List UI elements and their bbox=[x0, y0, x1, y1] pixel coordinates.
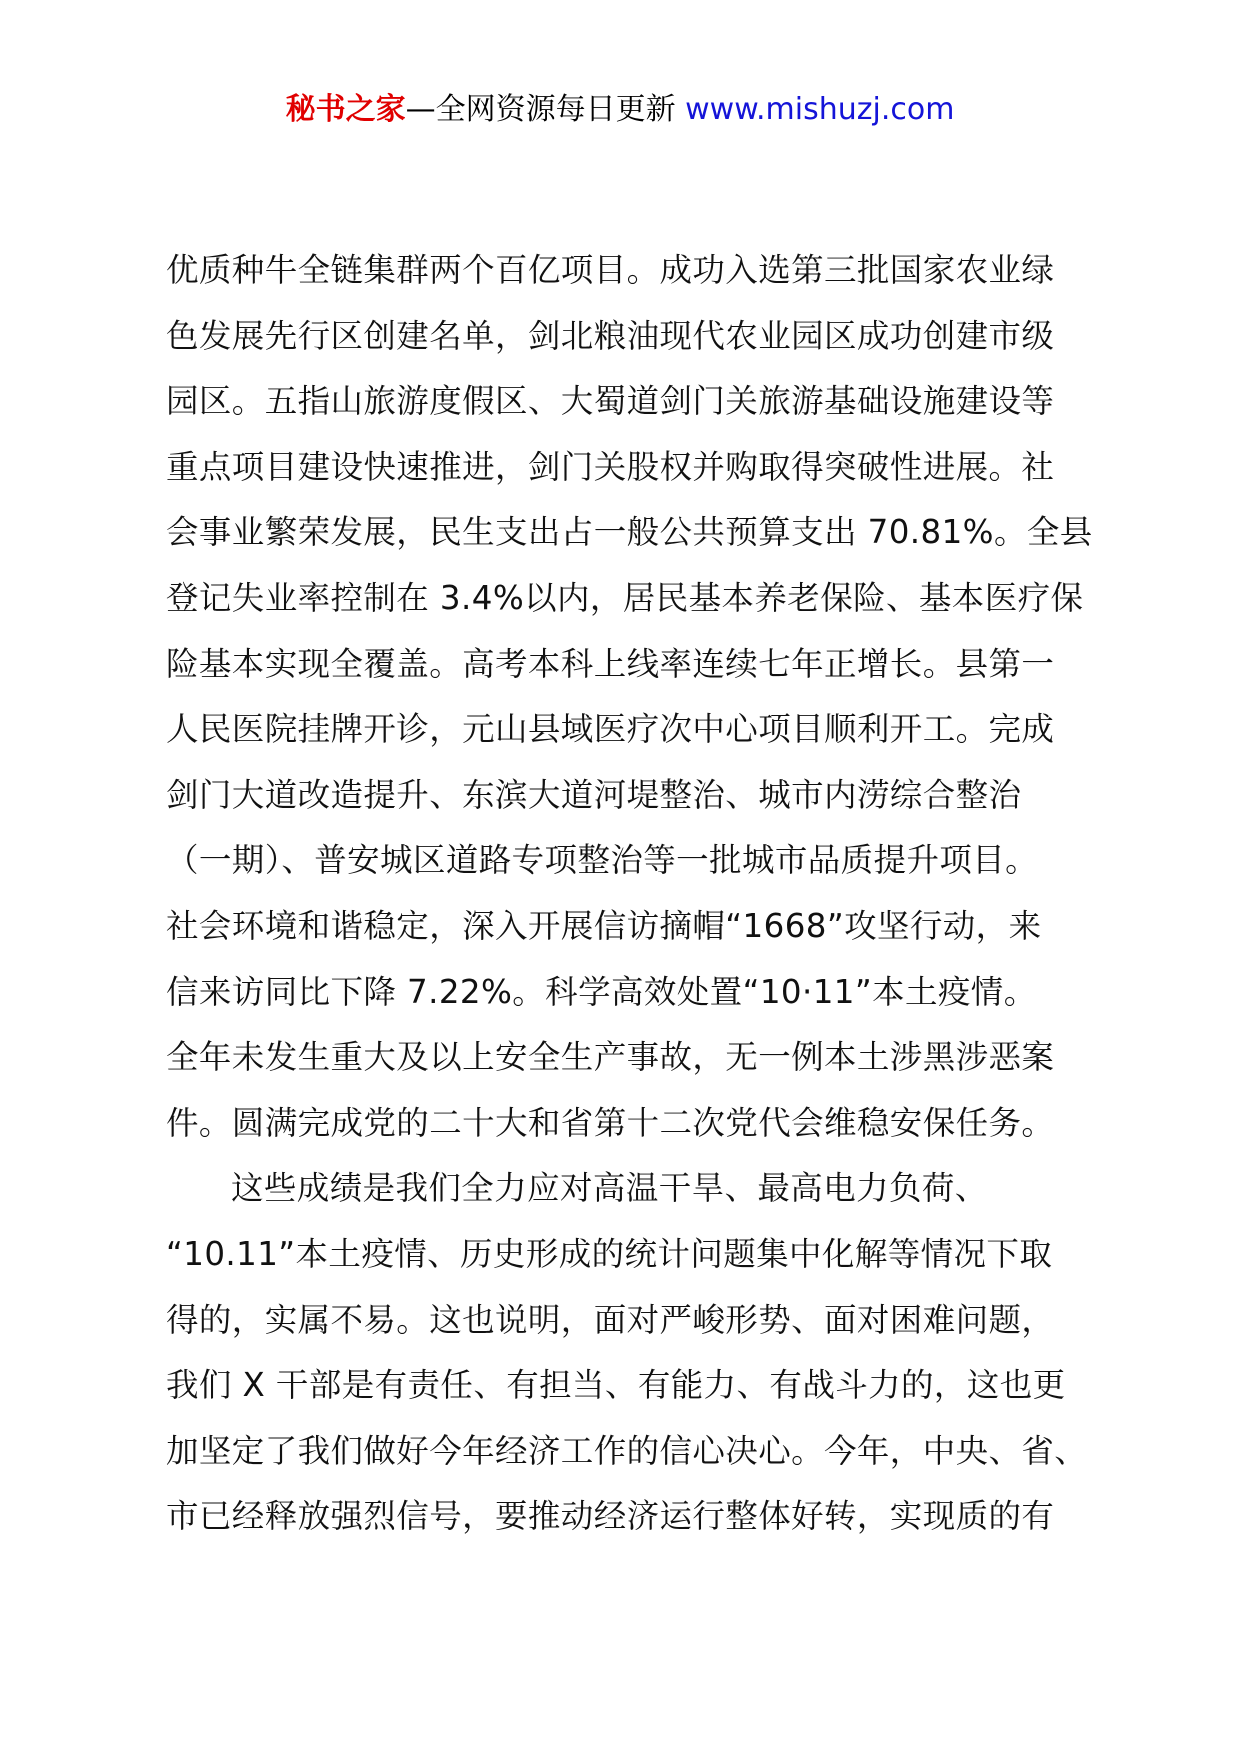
text-line: 市已经释放强烈信号，要推动经济运行整体好转，实现质的有 bbox=[166, 1497, 1055, 1536]
text-line: 得的，实属不易。这也说明，面对严峻形势、面对困难问题， bbox=[166, 1300, 1055, 1339]
text-line: 色发展先行区创建名单，剑北粮油现代农业园区成功创建市级 bbox=[166, 316, 1055, 355]
text-line: “10.11”本土疫情、历史形成的统计问题集中化解等情况下取 bbox=[166, 1234, 1053, 1273]
text-line: 优质种牛全链集群两个百亿项目。成功入选第三批国家农业绿 bbox=[166, 251, 1055, 289]
text-line: 剑门大道改造提升、东滨大道河堤整治、城市内涝综合整治 bbox=[166, 775, 1022, 814]
site-brand: 秘书之家 bbox=[285, 92, 406, 127]
text-line: 登记失业率控制在 3.4%以内，居民基本养老保险、基本医疗保 bbox=[166, 578, 1084, 617]
text-line: 重点项目建设快速推进，剑门关股权并购取得突破性进展。社 bbox=[166, 447, 1055, 486]
text-line: 险基本实现全覆盖。高考本科上线率连续七年正增长。县第一 bbox=[166, 644, 1055, 683]
site-url-link[interactable]: www.mishuzj.com bbox=[685, 92, 955, 127]
text-line: 加坚定了我们做好今年经济工作的信心决心。今年，中央、省、 bbox=[166, 1431, 1088, 1470]
text-line: 全年未发生重大及以上安全生产事故，无一例本土涉黑涉恶案 bbox=[166, 1038, 1055, 1077]
document-body bbox=[166, 238, 1096, 1550]
text-line: 社会环境和谐稳定，深入开展信访摘帽“1668”攻坚行动，来 bbox=[166, 906, 1042, 945]
text-line: 信来访同比下降 7.22%。科学高效处置“10·11”本土疫情。 bbox=[166, 972, 1037, 1011]
site-tagline: —全网资源每日更新 bbox=[405, 92, 686, 127]
text-line: 会事业繁荣发展，民生支出占一般公共预算支出 70.81%。全县 bbox=[166, 513, 1093, 552]
text-line: 人民医院挂牌开诊，元山县域医疗次中心项目顺利开工。完成 bbox=[166, 710, 1055, 749]
site-header bbox=[0, 88, 1240, 132]
paragraph-start-line: 这些成绩是我们全力应对高温干旱、最高电力负荷、 bbox=[231, 1169, 988, 1208]
text-line: （一期）、普安城区道路专项整治等一批城市品质提升项目。 bbox=[166, 841, 1039, 880]
text-line: 园区。五指山旅游度假区、大蜀道剑门关旅游基础设施建设等 bbox=[166, 382, 1055, 421]
text-line: 件。圆满完成党的二十大和省第十二次党代会维稳安保任务。 bbox=[166, 1103, 1055, 1142]
text-line: 我们 X 干部是有责任、有担当、有能力、有战斗力的，这也更 bbox=[166, 1366, 1066, 1405]
